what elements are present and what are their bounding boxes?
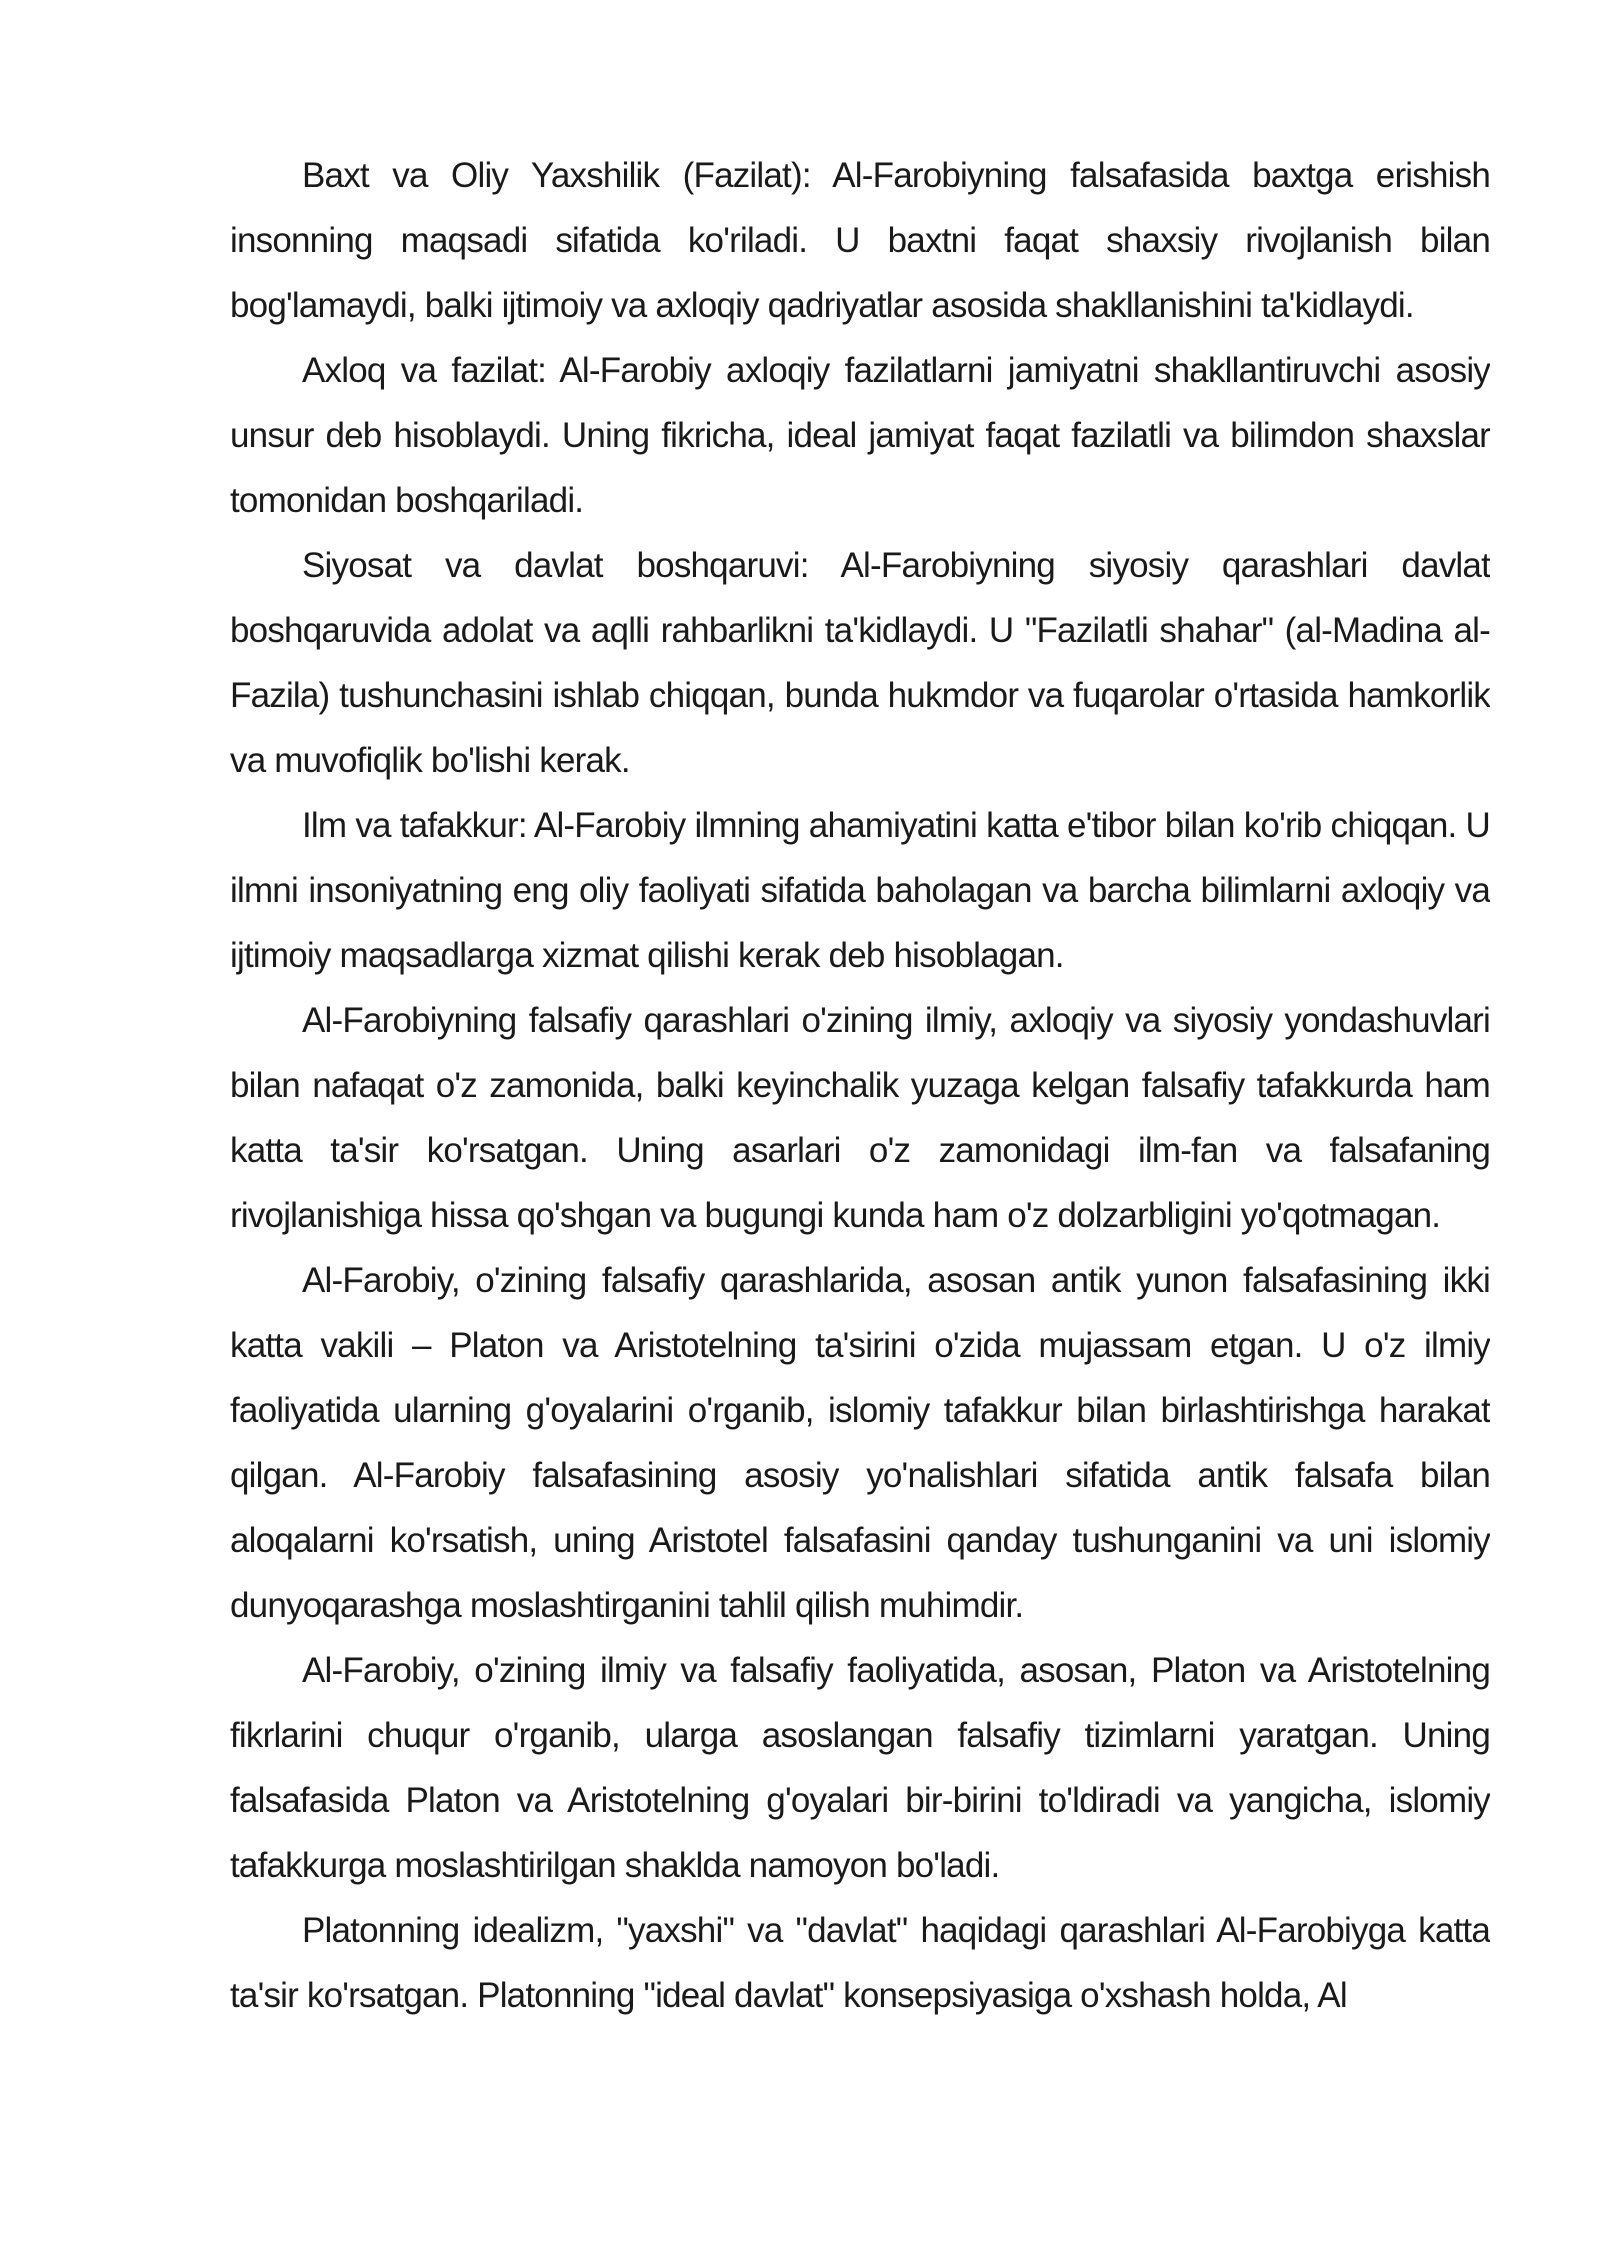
document-page xyxy=(230,143,1490,2143)
paragraph-politics-state: Siyosat va davlat boshqaruvi: Al-Farobiyning siyosiy qarashlari davlat boshqaruvida adolat va aqlli rahbarlikni ta'kidlaydi. U "Fazilatli shahar" (al-Madina al-Fazila) tushunchasini ishlab chiqqan, bunda hukmdor va fuqarolar o'rtasida hamkorlik va muvofiqlik bo'lishi kerak. xyxy=(230,546,1490,780)
paragraph-greek-sources: Al-Farobiy, o'zining falsafiy qarashlarida, asosan antik yunon falsafasining ikki katta vakili – Platon va Aristotelning ta'sirini o'zida mujassam etgan. U o'z ilmiy faoliyatida ularning g'oyalarini o'rganib, islomiy tafakkur bilan birlashtirishga harakat qilgan. Al-Farobiy falsafasining asosiy yo'nalishlari sifatida antik falsafa bilan aloqalarni ko'rsatish, uning Aristotel falsafasini qanday tushunganini va uni islomiy dunyoqarashga moslashtirganini tahlil qilish muhimdir. xyxy=(230,1261,1490,1625)
paragraph-platon-idealism: Platonning idealizm, "yaxshi" va "davlat" haqidagi qarashlari Al-Farobiyga katta ta'sir ko'rsatgan. Platonning "ideal davlat" konsepsiyasiga o'xshash holda, Al xyxy=(230,1911,1490,2015)
paragraph-science-thought: Ilm va tafakkur: Al-Farobiy ilmning ahamiyatini katta e'tibor bilan ko'rib chiqqan. U ilmni insoniyatning eng oliy faoliyati sifatida baholagan va barcha bilimlarni axloqiy va ijtimoiy maqsadlarga xizmat qilishi kerak deb hisoblagan. xyxy=(230,806,1490,975)
paragraph-influence: Al-Farobiyning falsafiy qarashlari o'zining ilmiy, axloqiy va siyosiy yondashuvlari bilan nafaqat o'z zamonida, balki keyinchalik yuzaga kelgan falsafiy tafakkurda ham katta ta'sir ko'rsatgan. Uning asarlari o'z zamonidagi ilm-fan va falsafaning rivojlanishiga hissa qo'shgan va bugungi kunda ham o'z dolzarbligini yo'qotmagan. xyxy=(230,1001,1490,1235)
paragraph-happiness: Baxt va Oliy Yaxshilik (Fazilat): Al-Farobiyning falsafasida baxtga erishish insonning maqsadi sifatida ko'riladi. U baxtni faqat shaxsiy rivojlanish bilan bog'lamaydi, balki ijtimoiy va axloqiy qadriyatlar asosida shakllanishini ta'kidlaydi. xyxy=(230,156,1490,325)
paragraph-platon-aristotel: Al-Farobiy, o'zining ilmiy va falsafiy faoliyatida, asosan, Platon va Aristotelning fikrlarini chuqur o'rganib, ularga asoslangan falsafiy tizimlarni yaratgan. Uning falsafasida Platon va Aristotelning g'oyalari bir-birini to'ldiradi va yangicha, islomiy tafakkurga moslashtirilgan shakldа namoyon bo'ladi. xyxy=(230,1651,1490,1885)
paragraph-ethics-virtue: Axloq va fazilat: Al-Farobiy axloqiy fazilatlarni jamiyatni shakllantiruvchi asosiy unsur deb hisoblaydi. Uning fikricha, ideal jamiyat faqat fazilatli va bilimdon shaxslar tomonidan boshqariladi. xyxy=(230,351,1490,520)
